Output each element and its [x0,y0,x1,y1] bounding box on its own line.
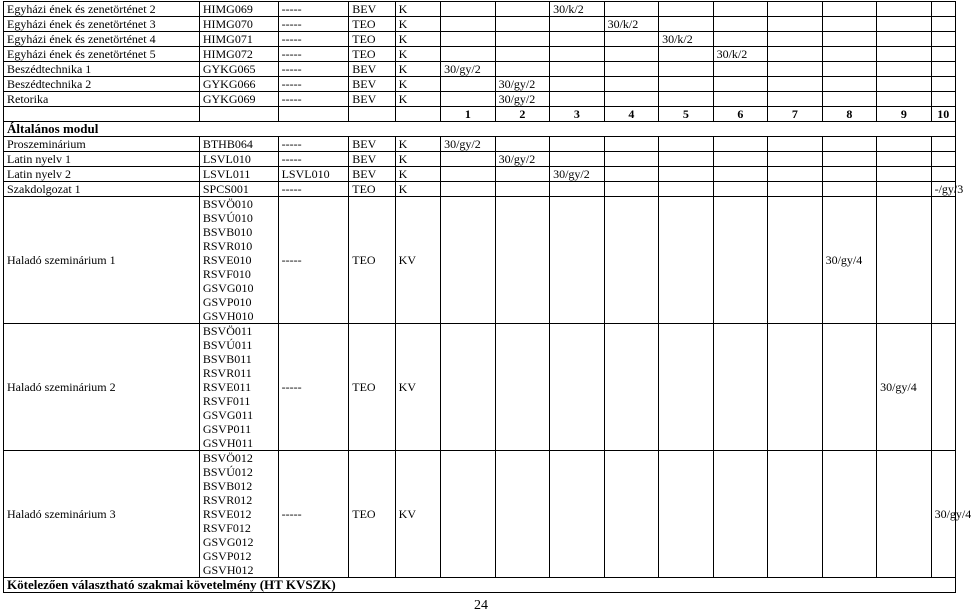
prerequisite: ----- [278,17,349,32]
semester-value: -/gy/3 [931,182,955,197]
course-name: Szakdolgozat 1 [4,182,200,197]
semester-cell [768,77,823,92]
semester-number: 10 [931,107,955,122]
semester-cell [822,182,877,197]
prerequisite: ----- [278,32,349,47]
course-type: BEV [349,2,395,17]
course-code: RSVE012 [202,507,252,521]
requirement: K [395,47,440,62]
course-name: Egyházi ének és zenetörténet 3 [4,17,200,32]
semester-cell [768,167,823,182]
course-name: Beszédtechnika 2 [4,77,200,92]
course-type: TEO [349,197,395,324]
course-code: RSVR012 [202,493,253,507]
semester-cell [713,167,768,182]
course-name: Haladó szeminárium 3 [4,451,200,578]
table-row [4,137,956,152]
course-code: GYKG065 [199,62,278,77]
semester-cell [877,137,932,152]
semester-cell [822,167,877,182]
semester-cell [931,2,955,17]
semester-cell [713,92,768,107]
semester-cell [931,137,955,152]
semester-cell [768,324,823,451]
prerequisite: ----- [278,324,349,451]
semester-cell [822,2,877,17]
semester-cell [713,62,768,77]
semester-cell [713,324,768,451]
course-type: TEO [349,182,395,197]
course-name: Retorika [4,92,200,107]
course-code: GSVG011 [202,408,254,422]
course-code: RSVE011 [202,380,252,394]
semester-cell [604,152,659,167]
semester-cell [822,32,877,47]
semester-value: 30/gy/2 [495,77,550,92]
semester-value: 30/gy/4 [877,324,932,451]
course-type: TEO [349,451,395,578]
semester-number: 2 [495,107,550,122]
semester-cell [659,62,714,77]
semester-cell [550,92,605,107]
prerequisite: ----- [278,77,349,92]
prerequisite: ----- [278,197,349,324]
course-code: BSVB010 [202,225,253,239]
course-code: RSVF011 [202,394,251,408]
semester-cell [604,92,659,107]
course-code: GYKG069 [199,92,278,107]
semester-header-row [4,107,956,122]
semester-cell [713,77,768,92]
semester-value: 30/k/2 [659,32,714,47]
prerequisite: ----- [278,92,349,107]
requirement: K [395,167,440,182]
course-code: GSVH012 [202,563,254,577]
semester-cell [931,32,955,47]
course-type: BEV [349,152,395,167]
requirement: K [395,2,440,17]
semester-cell [659,2,714,17]
empty-cell [395,107,440,122]
semester-cell [604,137,659,152]
course-type: TEO [349,324,395,451]
empty-cell [278,107,349,122]
course-code: GSVG012 [202,535,254,549]
semester-cell [550,137,605,152]
table-row [4,77,956,92]
prerequisite: ----- [278,137,349,152]
requirement: K [395,182,440,197]
semester-cell [822,137,877,152]
table-row [4,32,956,47]
semester-cell [877,2,932,17]
semester-cell [877,92,932,107]
semester-cell [604,47,659,62]
course-code: BSVÚ012 [202,465,253,479]
course-code: BSVÚ010 [202,211,253,225]
semester-cell [768,62,823,77]
semester-value: 30/k/2 [713,47,768,62]
semester-cell [822,62,877,77]
semester-value: 30/k/2 [550,2,605,17]
course-name: Beszédtechnika 1 [4,62,200,77]
course-code: GSVH011 [202,436,254,450]
semester-cell [931,197,955,324]
section-title: Kötelezően választható szakmai követelmény (HT KVSZK) [4,578,956,593]
semester-cell [550,62,605,77]
prerequisite: ----- [278,182,349,197]
seminar-row [4,324,956,451]
course-name: Proszeminárium [4,137,200,152]
course-name: Haladó szeminárium 2 [4,324,200,451]
semester-cell [550,47,605,62]
semester-value: 30/gy/2 [441,137,496,152]
empty-cell [199,107,278,122]
semester-cell [604,167,659,182]
course-codes [199,324,278,451]
semester-cell [931,17,955,32]
course-type: BEV [349,62,395,77]
semester-cell [931,92,955,107]
semester-value: 30/gy/4 [931,451,955,578]
semester-value: 30/k/2 [604,17,659,32]
empty-cell [349,107,395,122]
course-codes [199,197,278,324]
section-header-row [4,122,956,137]
semester-cell [877,182,932,197]
course-code: BSVÖ012 [202,451,253,465]
course-type: TEO [349,17,395,32]
course-code: RSVR011 [202,366,252,380]
course-type: BEV [349,77,395,92]
semester-cell [441,2,496,17]
semester-cell [877,197,932,324]
course-code: BSVB012 [202,479,253,493]
semester-value: 30/gy/2 [495,152,550,167]
course-code: HIMG072 [199,47,278,62]
semester-cell [713,2,768,17]
seminar-row [4,451,956,578]
semester-cell [659,451,714,578]
course-type: BEV [349,167,395,182]
semester-cell [441,47,496,62]
requirement: KV [395,197,440,324]
semester-cell [441,17,496,32]
course-code: HIMG070 [199,17,278,32]
semester-cell [768,17,823,32]
course-code: BSVÖ011 [202,324,253,338]
semester-cell [822,451,877,578]
semester-cell [931,324,955,451]
prerequisite: LSVL010 [278,167,349,182]
requirement: K [395,92,440,107]
course-code: RSVE010 [202,253,252,267]
course-code: GYKG066 [199,77,278,92]
course-name: Egyházi ének és zenetörténet 4 [4,32,200,47]
course-name: Haladó szeminárium 1 [4,197,200,324]
semester-cell [604,32,659,47]
semester-cell [713,17,768,32]
semester-cell [931,77,955,92]
semester-cell [441,152,496,167]
seminar-row [4,197,956,324]
semester-cell [659,92,714,107]
curriculum-table [3,1,971,593]
semester-cell [768,92,823,107]
semester-number: 1 [441,107,496,122]
semester-cell [822,17,877,32]
semester-number: 7 [768,107,823,122]
semester-cell [441,92,496,107]
prerequisite: ----- [278,152,349,167]
semester-cell [495,62,550,77]
semester-cell [495,17,550,32]
semester-number: 6 [713,107,768,122]
semester-cell [659,197,714,324]
semester-cell [550,32,605,47]
semester-cell [768,451,823,578]
course-type: BEV [349,92,395,107]
semester-cell [713,451,768,578]
page-number: 24 [474,598,488,613]
semester-cell [550,152,605,167]
semester-value: 30/gy/4 [822,197,877,324]
semester-number: 3 [550,107,605,122]
table-row [4,92,956,107]
course-code: LSVL011 [199,167,278,182]
semester-cell [604,197,659,324]
semester-cell [877,167,932,182]
semester-cell [713,197,768,324]
course-code: HIMG069 [199,2,278,17]
table-row [4,17,956,32]
section-title: Általános modul [4,122,956,137]
requirement: KV [395,451,440,578]
course-type: TEO [349,32,395,47]
semester-cell [604,451,659,578]
semester-cell [768,32,823,47]
requirement: K [395,62,440,77]
course-code: BSVÚ011 [202,338,253,352]
course-name: Egyházi ének és zenetörténet 5 [4,47,200,62]
semester-cell [604,77,659,92]
semester-cell [604,182,659,197]
semester-value: 30/gy/2 [550,167,605,182]
semester-cell [931,47,955,62]
semester-cell [768,197,823,324]
semester-number: 9 [877,107,932,122]
semester-cell [877,17,932,32]
semester-cell [604,2,659,17]
course-code: BSVÖ010 [202,197,253,211]
semester-cell [768,182,823,197]
semester-cell [713,137,768,152]
semester-cell [877,451,932,578]
semester-cell [441,77,496,92]
course-type: BEV [349,137,395,152]
prerequisite: ----- [278,2,349,17]
requirement: KV [395,324,440,451]
course-code: RSVR010 [202,239,253,253]
semester-cell [659,182,714,197]
semester-value: 30/gy/2 [495,92,550,107]
semester-cell [495,324,550,451]
semester-number: 8 [822,107,877,122]
semester-cell [822,47,877,62]
semester-cell [441,167,496,182]
semester-cell [659,47,714,62]
semester-cell [550,324,605,451]
table-row [4,182,956,197]
semester-cell [713,152,768,167]
course-name: Latin nyelv 2 [4,167,200,182]
semester-cell [659,17,714,32]
semester-cell [931,167,955,182]
table-row [4,47,956,62]
table-row [4,62,956,77]
prerequisite: ----- [278,451,349,578]
course-code: GSVH010 [202,309,254,323]
semester-cell [604,324,659,451]
semester-cell [495,167,550,182]
semester-cell [550,197,605,324]
table-body [4,2,971,593]
course-name: Egyházi ének és zenetörténet 2 [4,2,200,17]
semester-cell [659,324,714,451]
course-code: RSVF010 [202,267,251,281]
semester-cell [659,167,714,182]
semester-cell [822,324,877,451]
semester-cell [768,137,823,152]
semester-cell [877,47,932,62]
semester-cell [550,77,605,92]
semester-cell [441,324,496,451]
course-codes [199,451,278,578]
course-code: BSVB011 [202,352,252,366]
requirement: K [395,17,440,32]
table-row [4,167,956,182]
semester-cell [877,152,932,167]
course-code: HIMG071 [199,32,278,47]
requirement: K [395,152,440,167]
semester-cell [931,152,955,167]
requirement: K [395,32,440,47]
semester-cell [550,17,605,32]
semester-cell [877,77,932,92]
semester-cell [495,197,550,324]
prerequisite: ----- [278,62,349,77]
semester-cell [495,47,550,62]
semester-cell [659,137,714,152]
course-code: SPCS001 [199,182,278,197]
semester-cell [495,32,550,47]
course-name: Latin nyelv 1 [4,152,200,167]
semester-cell [495,182,550,197]
semester-cell [550,451,605,578]
semester-cell [877,62,932,77]
course-code: LSVL010 [199,152,278,167]
semester-cell [768,2,823,17]
section-header-row [4,578,956,593]
prerequisite: ----- [278,47,349,62]
semester-cell [713,182,768,197]
table-row [4,152,956,167]
course-code: GSVP011 [202,422,252,436]
semester-cell [768,152,823,167]
semester-cell [495,451,550,578]
semester-cell [441,451,496,578]
semester-number: 4 [604,107,659,122]
semester-cell [604,62,659,77]
semester-cell [441,182,496,197]
semester-cell [931,62,955,77]
semester-cell [441,32,496,47]
semester-cell [659,152,714,167]
course-code: RSVF012 [202,521,251,535]
table-row [4,2,956,17]
semester-cell [495,2,550,17]
course-code: GSVP012 [202,549,252,563]
semester-cell [768,47,823,62]
semester-cell [822,92,877,107]
semester-cell [877,32,932,47]
semester-number: 5 [659,107,714,122]
semester-cell [659,77,714,92]
requirement: K [395,137,440,152]
semester-cell [441,197,496,324]
semester-cell [822,77,877,92]
course-code: GSVP010 [202,295,252,309]
course-type: TEO [349,47,395,62]
semester-cell [495,137,550,152]
requirement: K [395,77,440,92]
semester-value: 30/gy/2 [441,62,496,77]
empty-cell [4,107,200,122]
semester-cell [822,152,877,167]
course-code: BTHB064 [199,137,278,152]
semester-cell [713,32,768,47]
course-code: GSVG010 [202,281,254,295]
semester-cell [550,182,605,197]
